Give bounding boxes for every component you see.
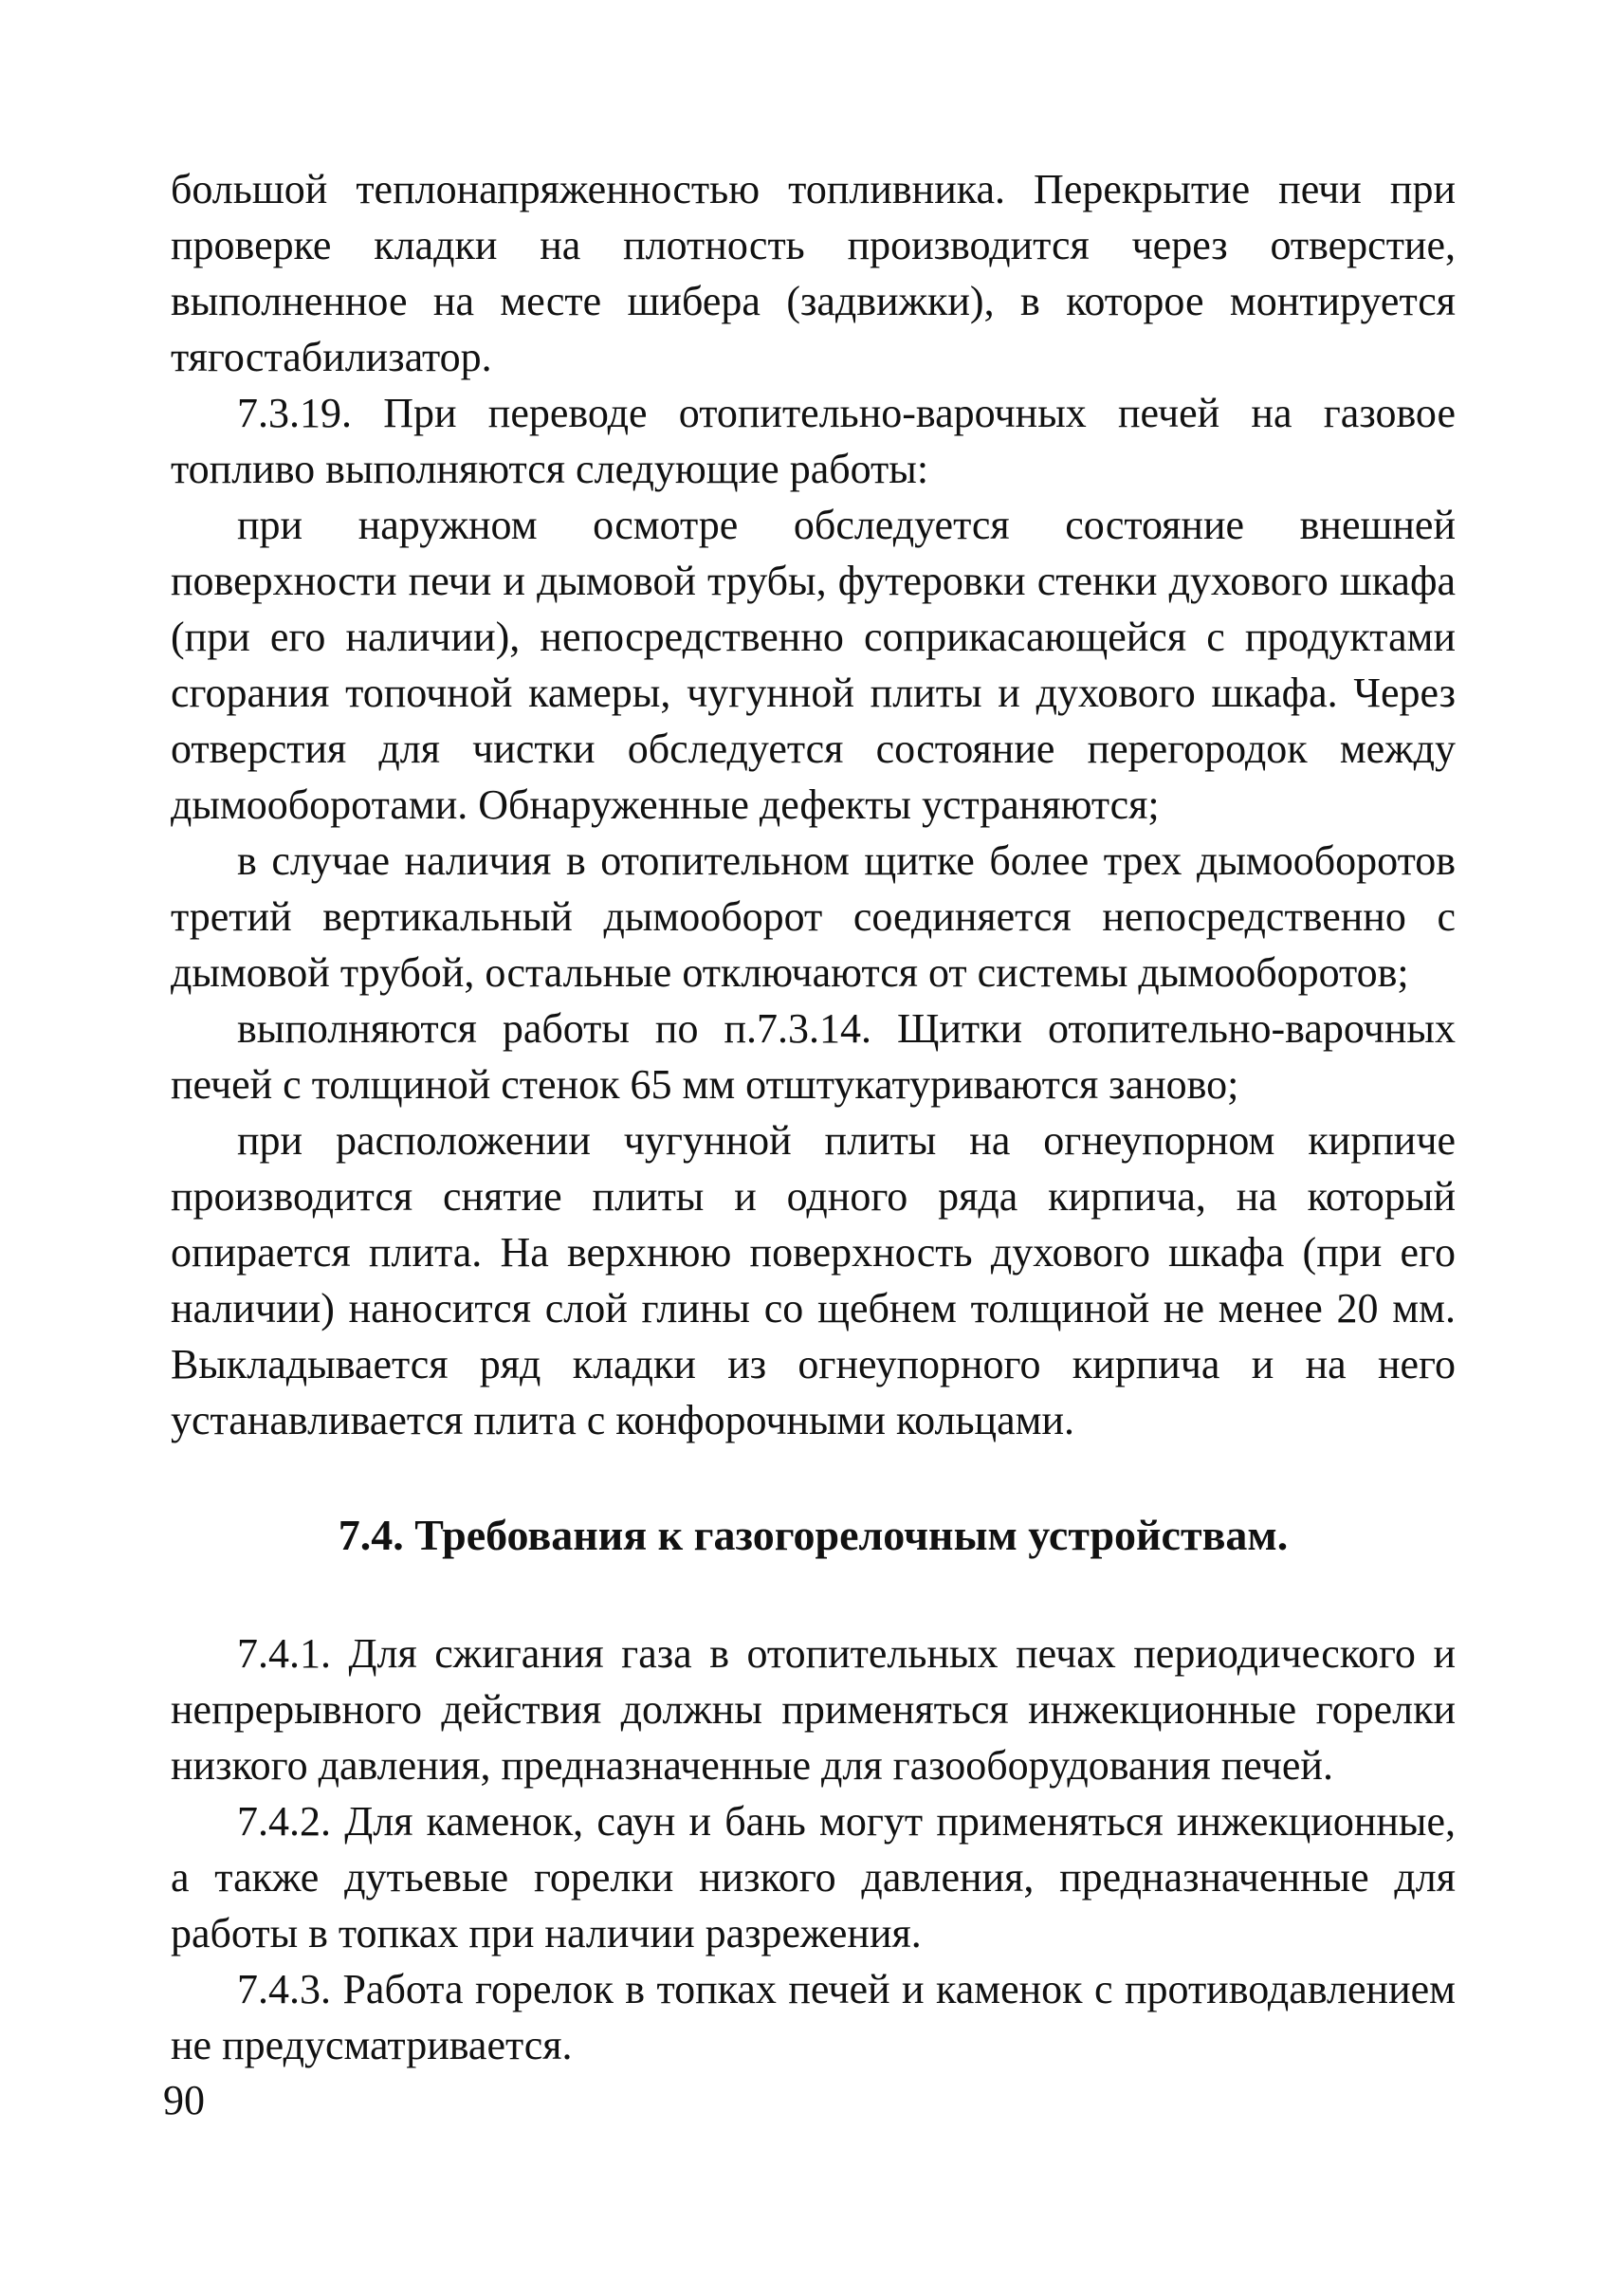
paragraph-7-3-19: 7.3.19. При переводе отопительно-варочных печей на газовое топливо выполняются следующие работы:	[171, 390, 1456, 492]
page-content	[171, 161, 1456, 2073]
paragraph-7-4-3: 7.4.3. Работа горелок в топках печей и каменок с противодавлением не предусматривается.	[171, 1966, 1456, 2068]
paragraph-continuation: большой теплонапряженностью топливника. Перекрытие печи при проверке кладки на плотность производится через отверстие, выполненное на месте шибера (задвижки), в которое монтируется тягостабилизатор.	[171, 166, 1456, 380]
paragraph-plastering: выполняются работы по п.7.3.14. Щитки отопительно-варочных печей с толщиной стенок 65 мм отштукатуриваются заново;	[171, 1005, 1456, 1108]
paragraph-cast-iron-plate: при расположении чугунной плиты на огнеупорном кирпиче производится снятие плиты и одного ряда кирпича, на который опирается плита. На верхнюю поверхность духового шкафа (при его наличии) наносится слой глины со щебнем толщиной не менее 20 мм. Выкладывается ряд кладки из огнеупорного кирпича и на него устанавливается плита с конфорочными кольцами.	[171, 1117, 1456, 1443]
paragraph-7-4-2: 7.4.2. Для каменок, саун и бань могут применяться инжекционные, а также дутьевые горелки низкого давления, предназначенные для работы в топках при наличии разрежения.	[171, 1798, 1456, 1956]
page-number: 90	[163, 2077, 205, 2123]
paragraph-7-4-1: 7.4.1. Для сжигания газа в отопительных печах периодического и непрерывного действия должны применяться инжекционные горелки низкого давления, предназначенные для газооборудования печей.	[171, 1630, 1456, 1789]
paragraph-smoke-turns: в случае наличия в отопительном щитке более трех дымооборотов третий вертикальный дымооборот соединяется непосредственно с дымовой трубой, остальные отключаются от системы дымооборотов;	[171, 837, 1456, 996]
paragraph-inspection: при наружном осмотре обследуется состояние внешней поверхности печи и дымовой трубы, футеровки стенки духового шкафа (при его наличии), непосредственно соприкасающейся с продуктами сгорания топочной камеры, чугунной плиты и духового шкафа. Через отверстия для чистки обследуется состояние перегородок между дымооборотами. Обнаруженные дефекты устраняются;	[171, 502, 1456, 828]
section-heading-7-4: 7.4. Требования к газогорелочным устройствам.	[338, 1511, 1289, 1559]
